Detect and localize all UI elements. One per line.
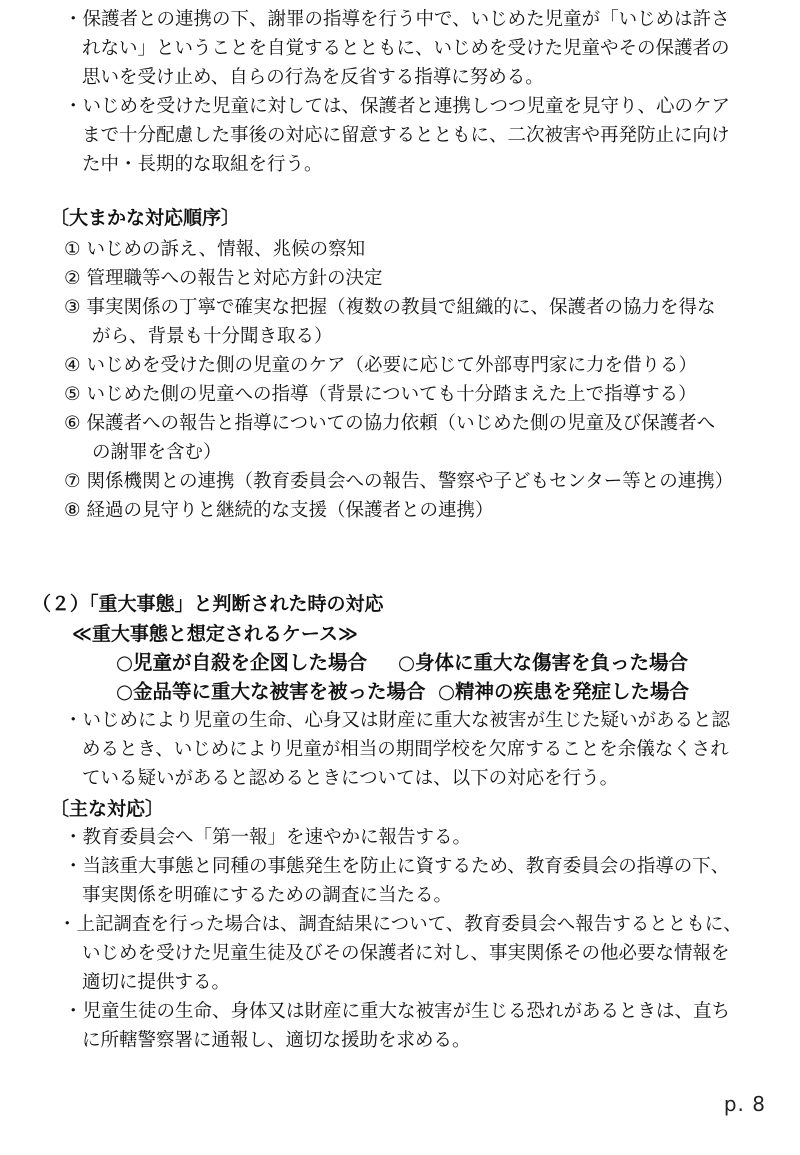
case-item-mental: ○精神の疾患を発症した場合	[438, 680, 690, 703]
case-bullet-line-1: ・いじめにより児童の生命、心身又は財産に重大な被害が生じた疑いがあると認	[64, 710, 731, 731]
main-heading: 〔主な対応〕	[50, 798, 165, 820]
order-item-2: ② 管理職等への報告と対応方針の決定	[64, 268, 383, 289]
order-item-1: ① いじめの訴え、情報、兆候の察知	[64, 239, 366, 260]
main-bullet-3-line-1: ・上記調査を行った場合は、調査結果について、教育委員会へ報告するとともに、	[58, 914, 742, 935]
case-item-injury: ○身体に重大な傷害を負った場合	[398, 651, 689, 674]
intro-bullet-2-line-2: まで十分配慮した事後の対応に留意するとともに、二次被害や再発防止に向け	[82, 125, 730, 146]
main-bullet-2-line-1: ・当該重大事態と同種の事態発生を防止に資するため、教育委員会の指導の下、	[64, 856, 730, 877]
order-heading: 〔大まかな対応順序〕	[50, 207, 241, 229]
order-item-4: ④ いじめを受けた側の児童のケア（必要に応じて外部専門家に力を借りる）	[64, 355, 697, 376]
main-bullet-3-line-2: いじめを受けた児童生徒及びその保護者に対し、事実関係その他必要な情報を	[82, 943, 730, 964]
order-item-6-line-2: の謝罪を含む）	[92, 442, 222, 463]
order-item-5: ⑤ いじめた側の児童への指導（背景についても十分踏まえた上で指導する）	[64, 384, 697, 405]
case-item-property: ○金品等に重大な被害を被った場合	[116, 680, 426, 703]
order-item-7: ⑦ 関係機関との連携（教育委員会への報告、警察や子どもセンター等との連携）	[64, 471, 734, 492]
case-bullet-line-2: めるとき、いじめにより児童が相当の期間学校を欠席することを余儀なくされ	[82, 739, 729, 760]
main-bullet-2-line-2: 事実関係を明確にするための調査に当たる。	[82, 885, 453, 906]
intro-bullet-1-line-1: ・保護者との連携の下、謝罪の指導を行う中で、いじめた児童が「いじめは許さ	[64, 9, 730, 30]
order-item-3-line-2: がら、背景も十分聞き取る）	[92, 326, 333, 347]
main-bullet-3-line-3: 適切に提供する。	[82, 972, 231, 993]
section-heading: （２）「重大事態」と判断された時の対応	[32, 593, 384, 615]
main-bullet-1: ・教育委員会へ「第一報」を速やかに報告する。	[64, 827, 472, 848]
case-bullet-line-3: ている疑いがあると認めるときについては、以下の対応を行う。	[82, 768, 619, 789]
intro-bullet-2-line-1: ・いじめを受けた児童に対しては、保護者と連携しつつ児童を見守り、心のケア	[64, 96, 731, 117]
main-bullet-4-line-1: ・児童生徒の生命、身体又は財産に重大な被害が生じる恐れがあるときは、直ち	[64, 1001, 731, 1022]
intro-bullet-1-line-2: れない」ということを自覚するとともに、いじめを受けた児童やその保護者の	[82, 38, 730, 59]
order-item-6-line-1: ⑥ 保護者への報告と指導についての協力依頼（いじめた側の児童及び保護者へ	[64, 413, 716, 434]
order-item-8: ⑧ 経過の見守りと継続的な支援（保護者との連携）	[64, 500, 494, 521]
case-item-suicide: ○児童が自殺を企図した場合	[116, 651, 368, 674]
page-number: p. 8	[723, 1092, 766, 1116]
intro-bullet-2-line-3: た中・長期的な取組を行う。	[82, 154, 323, 175]
intro-bullet-1-line-3: 思いを受け止め、自らの行為を反省する指導に努める。	[82, 67, 544, 88]
order-item-3-line-1: ③ 事実関係の丁寧で確実な把握（複数の教員で組織的に、保護者の協力を得な	[64, 297, 716, 318]
case-title: ≪重大事態と想定されるケース≫	[72, 623, 358, 645]
main-bullet-4-line-2: に所轄警察署に通報し、適切な援助を求める。	[82, 1030, 471, 1051]
